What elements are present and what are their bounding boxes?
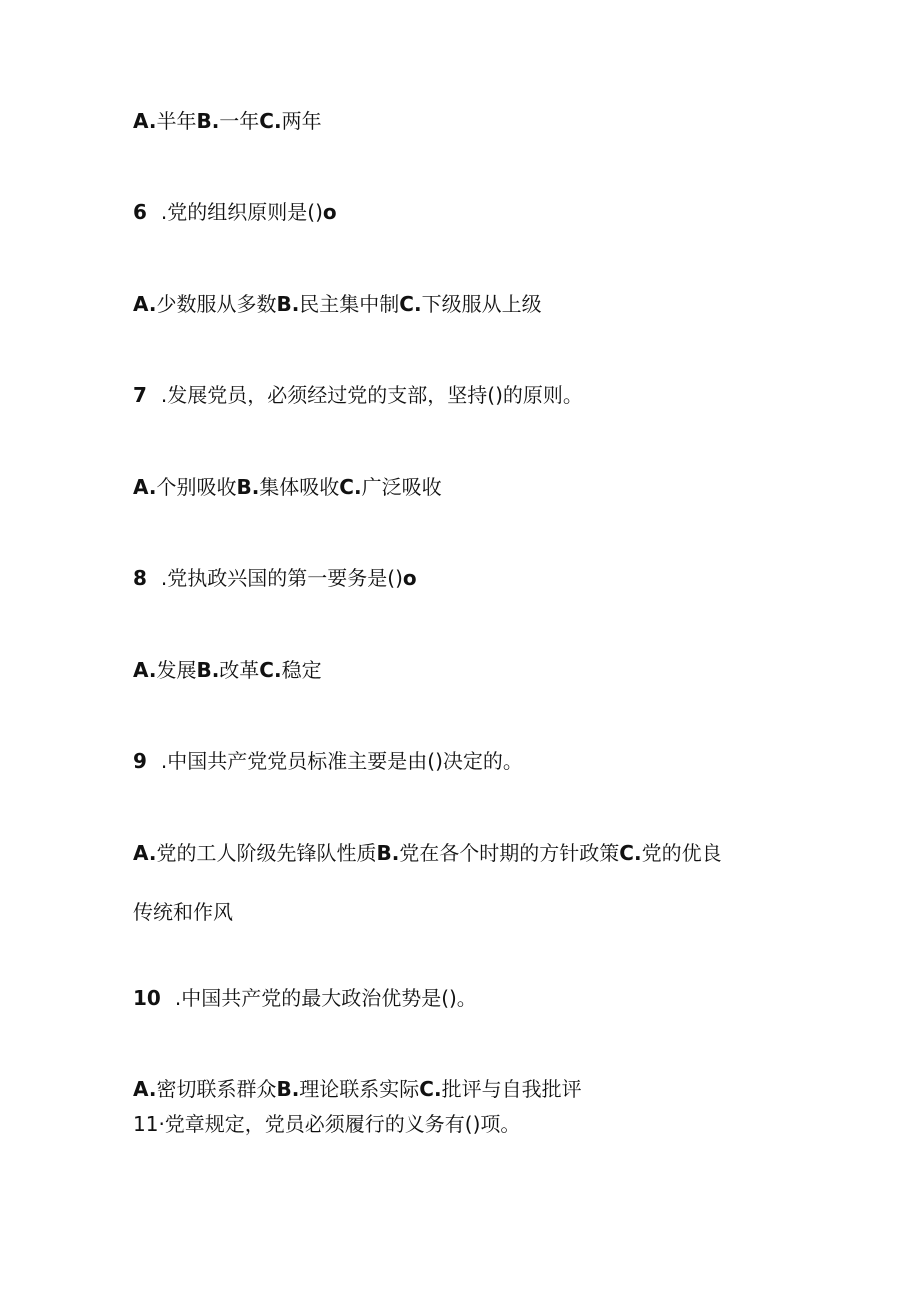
option-a-text: 密切联系群众 bbox=[156, 1077, 277, 1101]
option-a-text: 少数服从多数 bbox=[156, 292, 277, 316]
question-6 bbox=[133, 199, 337, 225]
option-b-text: 一年 bbox=[219, 109, 260, 133]
option-b-label: B. bbox=[376, 841, 400, 865]
option-b-text: 民主集中制 bbox=[299, 292, 400, 316]
answer-options-q7 bbox=[133, 474, 442, 500]
option-a-label: A. bbox=[133, 109, 157, 133]
answer-options-q6 bbox=[133, 291, 542, 317]
option-b-label: B. bbox=[196, 109, 220, 133]
option-b-text: 集体吸收 bbox=[259, 475, 340, 499]
option-a-label: A. bbox=[133, 292, 157, 316]
option-c-text: 稳定 bbox=[281, 658, 322, 682]
option-c-label: C. bbox=[419, 1077, 442, 1101]
option-c-text: 广泛吸收 bbox=[361, 475, 442, 499]
question-8 bbox=[133, 565, 417, 591]
answer-options-q8 bbox=[133, 657, 322, 683]
question-number: 10 bbox=[133, 986, 161, 1010]
question-9 bbox=[133, 748, 523, 774]
question-text: 11·党章规定，党员必须履行的义务有()项。 bbox=[133, 1112, 521, 1136]
question-text: .党的组织原则是() bbox=[160, 200, 323, 224]
question-text: .发展党员，必须经过党的支部，坚持()的原则。 bbox=[160, 383, 583, 407]
answer-options-q9 bbox=[133, 840, 722, 866]
question-number: 9 bbox=[133, 749, 147, 773]
option-a-label: A. bbox=[133, 658, 157, 682]
option-c-label: C. bbox=[399, 292, 422, 316]
option-a-text: 半年 bbox=[156, 109, 197, 133]
option-b-text: 理论联系实际 bbox=[299, 1077, 420, 1101]
option-b-label: B. bbox=[236, 475, 260, 499]
option-c-label: C. bbox=[619, 841, 642, 865]
answer-options-q9-continued bbox=[133, 899, 233, 925]
option-a-text: 个别吸收 bbox=[156, 475, 237, 499]
question-number: 6 bbox=[133, 200, 147, 224]
question-end-mark: o bbox=[322, 200, 337, 224]
option-b-label: B. bbox=[276, 292, 300, 316]
option-a-label: A. bbox=[133, 475, 157, 499]
option-b-text: 党在各个时期的方针政策 bbox=[399, 841, 620, 865]
question-7 bbox=[133, 382, 583, 408]
question-11 bbox=[133, 1111, 520, 1137]
option-b-label: B. bbox=[276, 1077, 300, 1101]
question-number: 8 bbox=[133, 566, 147, 590]
option-a-label: A. bbox=[133, 841, 157, 865]
option-a-text: 党的工人阶级先锋队性质 bbox=[156, 841, 377, 865]
option-c-text: 下级服从上级 bbox=[421, 292, 542, 316]
option-a-label: A. bbox=[133, 1077, 157, 1101]
option-b-text: 改革 bbox=[219, 658, 260, 682]
option-c-text: 党的优良 bbox=[641, 841, 722, 865]
option-a-text: 发展 bbox=[156, 658, 197, 682]
option-b-label: B. bbox=[196, 658, 220, 682]
question-text: .党执政兴国的第一要务是() bbox=[160, 566, 403, 590]
answer-options-q10 bbox=[133, 1076, 582, 1102]
question-10 bbox=[133, 985, 477, 1011]
question-text: .中国共产党的最大政治优势是()。 bbox=[174, 986, 477, 1010]
question-number: 7 bbox=[133, 383, 147, 407]
option-c-text: 批评与自我批评 bbox=[441, 1077, 582, 1101]
option-c-label: C. bbox=[259, 109, 282, 133]
option-c-label: C. bbox=[339, 475, 362, 499]
question-end-mark: o bbox=[402, 566, 417, 590]
option-c-text: 两年 bbox=[281, 109, 322, 133]
answer-options-q5 bbox=[133, 108, 322, 134]
option-c-text-continued: 传统和作风 bbox=[133, 900, 233, 924]
option-c-label: C. bbox=[259, 658, 282, 682]
question-text: .中国共产党党员标准主要是由()决定的。 bbox=[160, 749, 523, 773]
